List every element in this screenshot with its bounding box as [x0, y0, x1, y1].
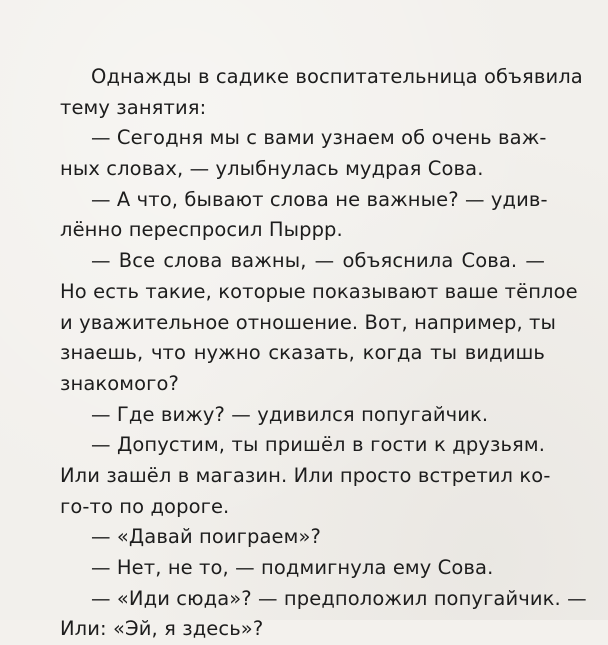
page-text — [60, 62, 587, 645]
text-line: и уважительное отношение. Вот, например, ты — [60, 310, 557, 334]
text-line: го-то по дороге. — [60, 494, 230, 518]
text-line: — А что, бывают слова не важные? — удив- — [91, 187, 548, 211]
text-line: лённо переспросил Пыррр. — [60, 218, 343, 242]
text-line: — «Давай поиграем»? — [91, 525, 321, 549]
text-line: Однажды в садике воспитательница объявила — [91, 65, 583, 88]
text-line: — Нет, не то, — подмигнула ему Сова. — [91, 556, 494, 579]
text-line: — «Иди сюда»? — предположил попугайчик. — — [91, 586, 587, 610]
text-line: ных словах, — улыбнулась мудрая Сова. — [60, 157, 484, 181]
text-line: — Сегодня мы с вами узнаем об очень важ- — [91, 126, 547, 150]
text-line: — Допустим, ты пришёл в гости к друзьям. — [91, 433, 545, 457]
text-line: тему занятия: — [60, 95, 207, 119]
text-line: знаешь, что нужно сказать, когда ты видишь — [60, 341, 545, 365]
text-line: Или: «Эй, я здесь»? — [60, 617, 264, 641]
text-line: Но есть такие, которые показывают ваше тёплое — [60, 279, 578, 303]
text-line: — Где вижу? — удивился попугайчик. — [91, 402, 489, 426]
text-line: знакомого? — [60, 371, 179, 395]
text-line: — Все слова важны, — объяснила Сова. — — [91, 249, 545, 273]
text-line: Или зашёл в магазин. Или просто встретил ко- — [60, 463, 551, 487]
